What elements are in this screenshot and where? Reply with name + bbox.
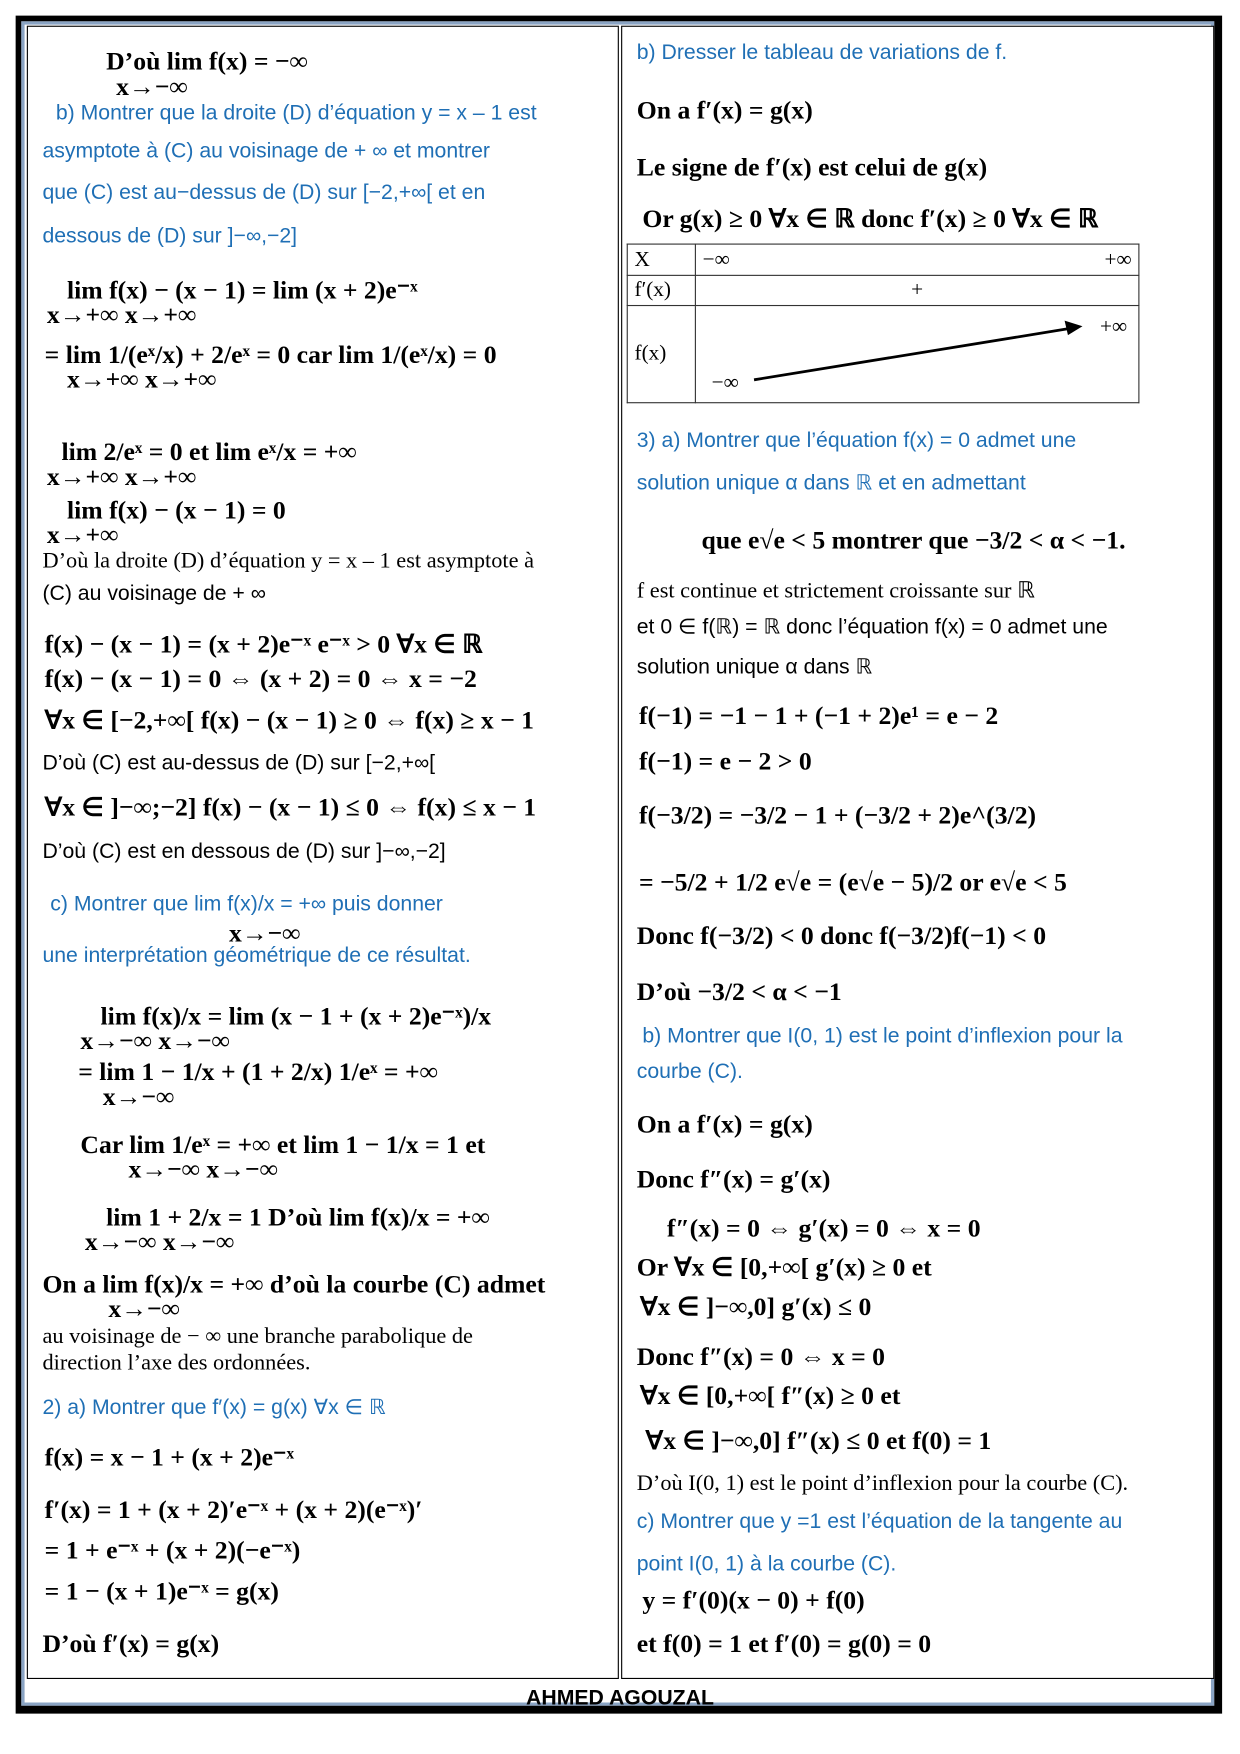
left-column-line: = 1 + e⁻ˣ + (x + 2)(−e⁻ˣ) [44,1536,301,1564]
x-range [695,244,1138,275]
right-column-line: f(−1) = −1 − 1 + (−1 + 2)e¹ = e − 2 [638,701,999,730]
left-column-line: direction l’axe des ordonnées. [42,1350,311,1376]
left-column-line: x→+∞ x→+∞ [67,365,217,394]
row-label-x: X [627,244,695,275]
right-column-line: Le signe de f′(x) est celui de g(x) [636,153,988,181]
right-column-line: On a f′(x) = g(x) [636,96,813,124]
variation-table [627,244,1140,404]
left-column-line: f(x) = x − 1 + (x + 2)e⁻ˣ [44,1443,294,1472]
f-start: −∞ [711,370,739,395]
left-column-line: lim 1 + 2/x = 1 D’où lim f(x)/x = +∞ [106,1203,490,1232]
left-column-line: c) Montrer que lim f(x)/x = +∞ puis donner [50,892,443,917]
author-footer: AHMED AGOUZAL [526,1686,714,1711]
right-column-line: 3) a) Montrer que l’équation f(x) = 0 admet une [636,428,1077,453]
left-column-line: x→−∞ x→−∞ [128,1155,278,1184]
left-column-line: lim f(x) − (x − 1) = 0 [67,495,286,524]
right-column-line: Donc f″(x) = 0 ⇔ x = 0 [636,1342,886,1371]
row-label-f: f(x) [627,306,695,403]
variation-cell [695,306,1138,403]
left-column-line: = lim 1/(eˣ/x) + 2/eˣ = 0 car lim 1/(eˣ/x) = 0 [44,340,497,369]
right-column-line: D’où I(0, 1) est le point d’inflexion pour la courbe (C). [636,1471,1129,1496]
right-column-line: point I(0, 1) à la courbe (C). [636,1552,897,1577]
right-column-line: et 0 ∈ f(ℝ) = ℝ donc l’équation f(x) = 0 admet une [636,615,1108,639]
x-start: −∞ [702,247,730,271]
left-column-line: ∀x ∈ [−2,+∞[ f(x) − (x − 1) ≥ 0 ⇔ f(x) ≥ x − 1 [44,706,535,734]
derivative-sign: + [695,275,1138,305]
left-column-line: f(x) − (x − 1) = 0 ⇔ (x + 2) = 0 ⇔ x = −2 [44,664,477,693]
right-column-line: ∀x ∈ ]−∞,0] f″(x) ≤ 0 et f(0) = 1 [645,1426,992,1455]
right-column-line: f(−3/2) = −3/2 − 1 + (−3/2 + 2)e^(3/2) [638,800,1037,829]
left-column-line: x→+∞ x→+∞ [46,300,197,329]
right-column-line: solution unique α dans ℝ [636,655,873,680]
left-column-line: b) Montrer que la droite (D) d’équation y = x – 1 est [55,101,537,126]
left-column-line: x→+∞ x→+∞ [46,462,197,491]
left-column-line: x→−∞ [108,1294,180,1323]
right-column-line: f″(x) = 0 ⇔ g′(x) = 0 ⇔ x = 0 [666,1214,981,1243]
row-label-derivative: f′(x) [627,275,695,305]
left-column-line: f′(x) = 1 + (x + 2)′e⁻ˣ + (x + 2)(e⁻ˣ)′ [44,1495,423,1524]
left-column-line: lim f(x) − (x − 1) = lim (x + 2)e⁻ˣ [67,275,418,304]
increasing-arrow-icon [696,306,1138,403]
right-column-line: que e√e < 5 montrer que −3/2 < α < −1. [701,526,1126,555]
right-column-line: On a f′(x) = g(x) [636,1110,813,1139]
right-column-line: ∀x ∈ ]−∞,0] g′(x) ≤ 0 [640,1292,872,1321]
left-column-line: x→+∞ [46,520,119,549]
right-column-line: D’où −3/2 < α < −1 [636,977,842,1006]
left-column-line: Car lim 1/eˣ = +∞ et lim 1 − 1/x = 1 et [80,1130,486,1159]
f-end: +∞ [1100,315,1128,339]
right-column-line: c) Montrer que y =1 est l’équation de la tangente au [636,1510,1123,1534]
left-column-line: D’où lim f(x) = −∞ [106,46,308,75]
left-column-line: x→−∞ [229,919,301,948]
left-column-line: 2) a) Montrer que f′(x) = g(x) ∀x ∈ ℝ [42,1396,386,1420]
right-column-line: Or ∀x ∈ [0,+∞[ g′(x) ≥ 0 et [636,1253,932,1282]
left-column-line: D’où (C) est au-dessus de (D) sur [−2,+∞[ [42,751,436,776]
right-column-line: y = f′(0)(x − 0) + f(0) [642,1586,865,1615]
left-column-line: On a lim f(x)/x = +∞ d’où la courbe (C) admet [42,1270,546,1299]
right-column-line: Donc f(−3/2) < 0 donc f(−3/2)f(−1) < 0 [636,921,1047,950]
left-column-line: ∀x ∈ ]−∞;−2] f(x) − (x − 1) ≤ 0 ⇔ f(x) ≤ x − 1 [44,793,537,822]
right-column-line: Donc f″(x) = g′(x) [636,1165,831,1194]
right-column-line: et f(0) = 1 et f′(0) = g(0) = 0 [636,1629,932,1658]
right-column-line: = −5/2 + 1/2 e√e = (e√e − 5)/2 or e√e < 5 [638,867,1067,896]
right-column-line: f est continue et strictement croissante sur ℝ [636,578,1035,604]
left-column-line: au voisinage de − ∞ une branche parabolique de [42,1323,473,1349]
right-column-line: b) Montrer que I(0, 1) est le point d’inflexion pour la [642,1024,1123,1048]
left-column-line: x→−∞ [102,1082,175,1111]
left-column-line: une interprétation géométrique de ce résultat. [42,943,471,968]
right-column-line: b) Dresser le tableau de variations de f. [636,41,1008,65]
left-column-line: = lim 1 − 1/x + (1 + 2/x) 1/eˣ = +∞ [78,1057,438,1086]
left-column-line: D’où (C) est en dessous de (D) sur ]−∞,−2] [42,840,446,864]
left-column-line: (C) au voisinage de + ∞ [42,582,266,606]
left-column-line: f(x) − (x − 1) = (x + 2)e⁻ˣ e⁻ˣ > 0 ∀x ∈ ℝ [44,630,483,658]
left-column-line: lim f(x)/x = lim (x − 1 + (x + 2)e⁻ˣ)/x [100,1002,492,1030]
left-column-line: D’où la droite (D) d’équation y = x – 1 est asymptote à [42,548,535,574]
right-column-line: Or g(x) ≥ 0 ∀x ∈ ℝ donc f′(x) ≥ 0 ∀x ∈ ℝ [642,204,1099,233]
right-column-line: courbe (C). [636,1060,743,1084]
right-column-line: f(−1) = e − 2 > 0 [638,747,812,776]
left-column-line: asymptote à (C) au voisinage de + ∞ et montrer [42,139,490,164]
left-column-line: que (C) est au−dessus de (D) sur [−2,+∞[ et en [42,180,486,205]
left-column-line: = 1 − (x + 1)e⁻ˣ = g(x) [44,1577,279,1606]
left-column-line: dessous de (D) sur ]−∞,−2] [42,224,298,248]
right-column-line: ∀x ∈ [0,+∞[ f″(x) ≥ 0 et [640,1381,901,1410]
left-column-line: lim 2/eˣ = 0 et lim eˣ/x = +∞ [61,437,357,466]
left-column-line: x→−∞ x→−∞ [80,1026,230,1055]
left-column-line: D’où f′(x) = g(x) [42,1629,220,1658]
x-end: +∞ [1104,247,1132,271]
left-column-line: x→−∞ [116,72,188,101]
right-column-line: solution unique α dans ℝ et en admettant [636,471,1026,495]
left-column-line: x→−∞ x→−∞ [84,1227,235,1256]
